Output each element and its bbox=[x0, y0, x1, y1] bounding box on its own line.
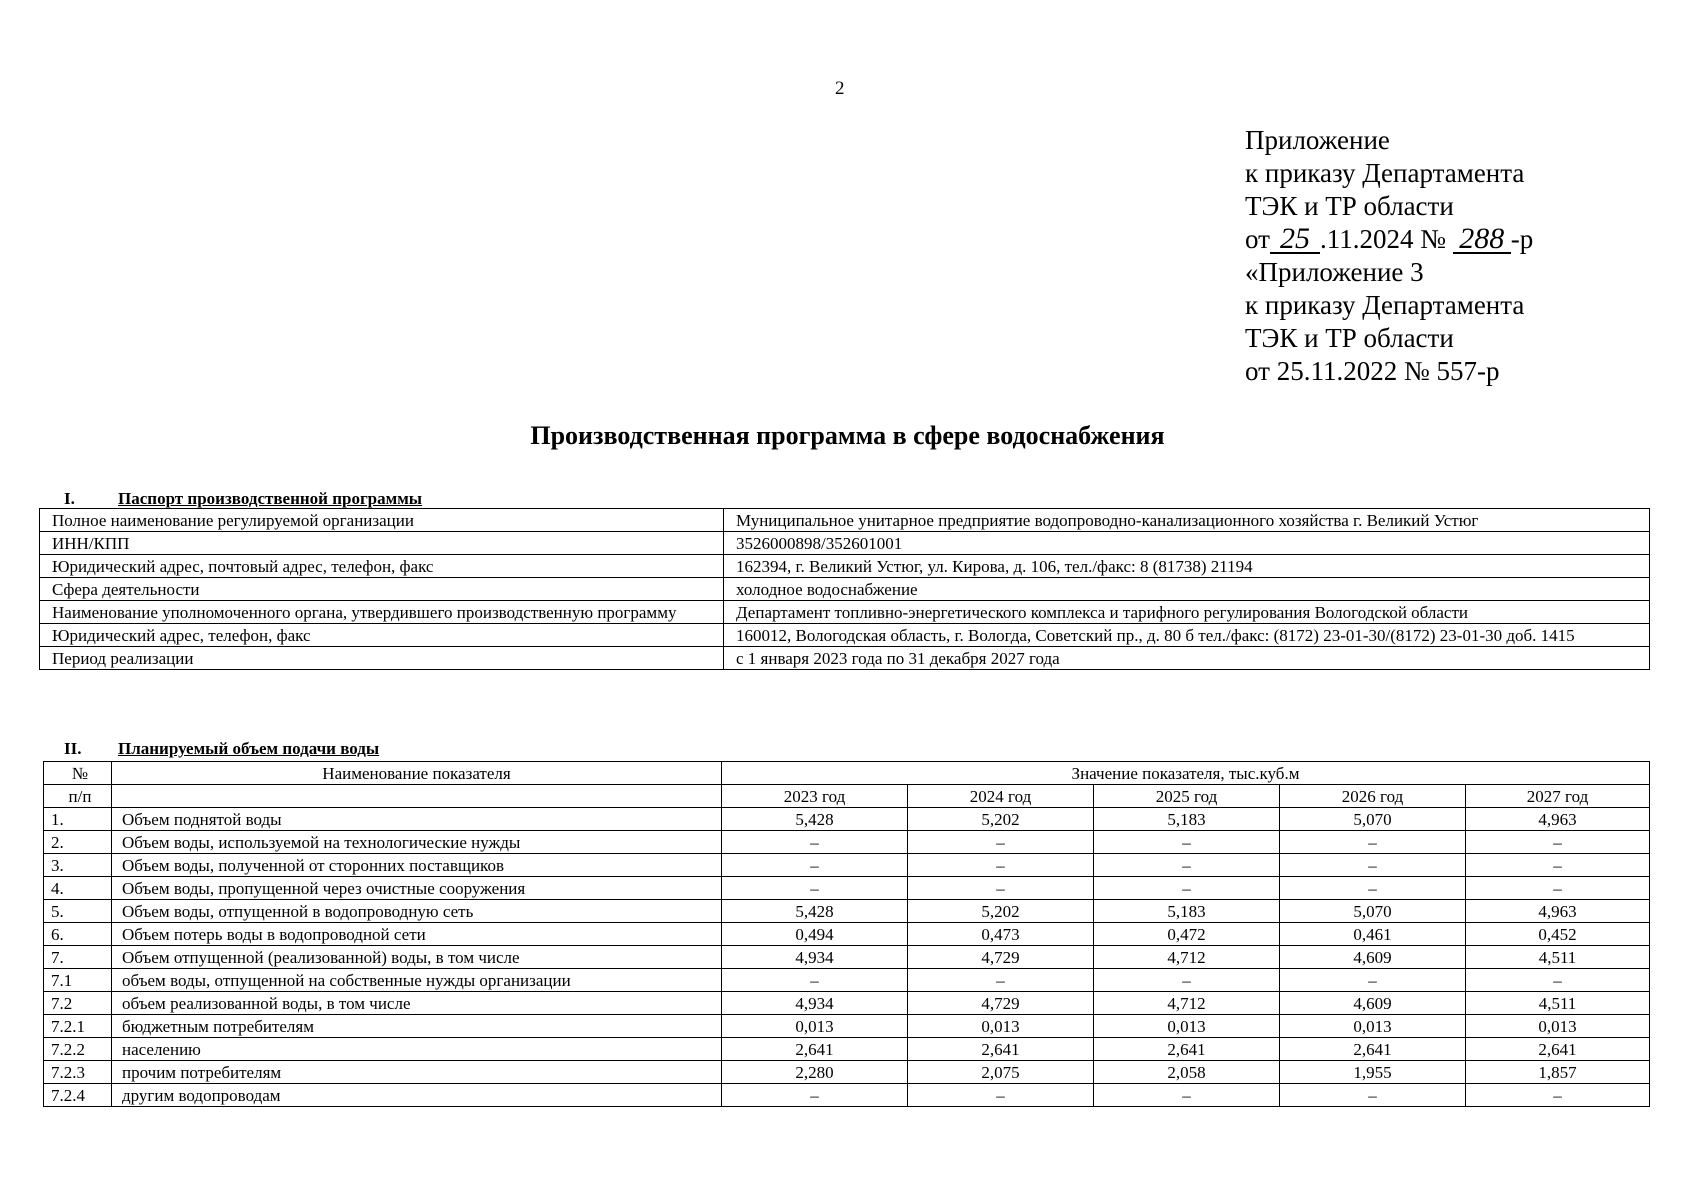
date-rest: .11.2024 № bbox=[1319, 224, 1446, 254]
header-year: 2027 год bbox=[1466, 785, 1650, 808]
passport-body bbox=[40, 509, 1650, 670]
section-2-title: Планируемый объем подачи воды bbox=[118, 739, 380, 758]
row-number: 1. bbox=[44, 808, 112, 831]
passport-label: Сфера деятельности bbox=[40, 578, 724, 601]
table-row bbox=[44, 923, 1650, 946]
handwritten-day: 25 bbox=[1270, 226, 1320, 254]
appendix-line-7: ТЭК и ТР области bbox=[1245, 323, 1454, 353]
indicator-value: 4,511 bbox=[1466, 992, 1650, 1015]
indicator-name: населению bbox=[112, 1038, 722, 1061]
indicator-value: 5,428 bbox=[722, 808, 908, 831]
page-number: 2 bbox=[835, 78, 845, 99]
table-row bbox=[44, 831, 1650, 854]
passport-row bbox=[40, 647, 1650, 670]
indicator-value: 4,511 bbox=[1466, 946, 1650, 969]
passport-label: ИНН/КПП bbox=[40, 532, 724, 555]
indicator-value: 0,013 bbox=[1094, 1015, 1280, 1038]
passport-row bbox=[40, 509, 1650, 532]
section-1-heading bbox=[64, 489, 422, 509]
indicator-value: 4,963 bbox=[1466, 900, 1650, 923]
indicator-name: Объем потерь воды в водопроводной сети bbox=[112, 923, 722, 946]
header-name-blank bbox=[112, 785, 722, 808]
indicator-value: 5,202 bbox=[908, 808, 1094, 831]
order-suffix: -р bbox=[1510, 224, 1534, 254]
row-number: 3. bbox=[44, 854, 112, 877]
appendix-line-2: к приказу Департамента bbox=[1245, 158, 1525, 188]
indicator-value: 2,280 bbox=[722, 1061, 908, 1084]
passport-value: 3526000898/352601001 bbox=[724, 532, 1650, 555]
water-volume-table bbox=[43, 761, 1650, 1107]
indicator-value: 0,013 bbox=[1280, 1015, 1466, 1038]
appendix-line-6: к приказу Департамента bbox=[1245, 290, 1525, 320]
table-row bbox=[44, 969, 1650, 992]
header-row-2 bbox=[44, 785, 1650, 808]
section-2-heading bbox=[64, 739, 379, 759]
indicator-value: 5,202 bbox=[908, 900, 1094, 923]
passport-row bbox=[40, 532, 1650, 555]
indicator-value: 2,641 bbox=[908, 1038, 1094, 1061]
indicator-value: – bbox=[722, 831, 908, 854]
handwritten-order-number: 288 bbox=[1453, 226, 1511, 254]
indicator-name: прочим потребителям bbox=[112, 1061, 722, 1084]
passport-label: Юридический адрес, телефон, факс bbox=[40, 624, 724, 647]
indicator-value: – bbox=[908, 831, 1094, 854]
indicator-value: 0,013 bbox=[1466, 1015, 1650, 1038]
row-number: 7.2.2 bbox=[44, 1038, 112, 1061]
indicator-value: 0,494 bbox=[722, 923, 908, 946]
date-prefix: от bbox=[1245, 224, 1270, 254]
indicator-value: 4,934 bbox=[722, 946, 908, 969]
indicator-value: – bbox=[1094, 877, 1280, 900]
appendix-line-1: Приложение bbox=[1245, 125, 1390, 155]
table-row bbox=[44, 877, 1650, 900]
passport-label: Наименование уполномоченного органа, утвердившего производственную программу bbox=[40, 601, 724, 624]
header-value-span: Значение показателя, тыс.куб.м bbox=[722, 762, 1650, 785]
indicator-name: объем воды, отпущенной на собственные нужды организации bbox=[112, 969, 722, 992]
indicator-value: 5,070 bbox=[1280, 808, 1466, 831]
indicator-value: – bbox=[1466, 969, 1650, 992]
indicator-value: – bbox=[722, 1084, 908, 1107]
passport-label: Полное наименование регулируемой организации bbox=[40, 509, 724, 532]
appendix-block bbox=[1245, 124, 1533, 388]
indicator-value: – bbox=[1466, 877, 1650, 900]
row-number: 4. bbox=[44, 877, 112, 900]
indicator-value: 2,075 bbox=[908, 1061, 1094, 1084]
indicator-value: 4,934 bbox=[722, 992, 908, 1015]
header-year: 2024 год bbox=[908, 785, 1094, 808]
row-number: 7.2 bbox=[44, 992, 112, 1015]
indicator-name: Объем воды, используемой на технологические нужды bbox=[112, 831, 722, 854]
indicator-name: Объем воды, пропущенной через очистные сооружения bbox=[112, 877, 722, 900]
section-1-number: I. bbox=[64, 489, 75, 508]
passport-value: Муниципальное унитарное предприятие водопроводно-канализационного хозяйства г. Великий Устюг bbox=[724, 509, 1650, 532]
header-year: 2026 год bbox=[1280, 785, 1466, 808]
indicator-value: 4,712 bbox=[1094, 992, 1280, 1015]
passport-value: с 1 января 2023 года по 31 декабря 2027 года bbox=[724, 647, 1650, 670]
header-indicator-name: Наименование показателя bbox=[112, 762, 722, 785]
indicator-name: Объем воды, полученной от сторонних поставщиков bbox=[112, 854, 722, 877]
passport-row bbox=[40, 624, 1650, 647]
indicator-value: 0,452 bbox=[1466, 923, 1650, 946]
water-volume-body bbox=[44, 808, 1650, 1107]
indicator-value: – bbox=[722, 969, 908, 992]
table-row bbox=[44, 854, 1650, 877]
row-number: 7.2.1 bbox=[44, 1015, 112, 1038]
row-number: 5. bbox=[44, 900, 112, 923]
document-title: Производственная программа в сфере водоснабжения bbox=[530, 421, 1165, 450]
indicator-name: Объем поднятой воды bbox=[112, 808, 722, 831]
indicator-value: – bbox=[1466, 831, 1650, 854]
row-number: 7.2.3 bbox=[44, 1061, 112, 1084]
header-row-1 bbox=[44, 762, 1650, 785]
indicator-name: Объем отпущенной (реализованной) воды, в том числе bbox=[112, 946, 722, 969]
indicator-value: – bbox=[1094, 1084, 1280, 1107]
indicator-value: 4,609 bbox=[1280, 946, 1466, 969]
indicator-value: – bbox=[1094, 854, 1280, 877]
row-number: 7.2.4 bbox=[44, 1084, 112, 1107]
indicator-value: – bbox=[1280, 1084, 1466, 1107]
table-row bbox=[44, 1038, 1650, 1061]
indicator-value: 5,428 bbox=[722, 900, 908, 923]
indicator-value: 0,472 bbox=[1094, 923, 1280, 946]
indicator-value: – bbox=[1280, 969, 1466, 992]
passport-row bbox=[40, 555, 1650, 578]
indicator-value: – bbox=[908, 1084, 1094, 1107]
indicator-value: – bbox=[1280, 831, 1466, 854]
indicator-value: 4,609 bbox=[1280, 992, 1466, 1015]
table-row bbox=[44, 808, 1650, 831]
passport-value: 160012, Вологодская область, г. Вологда, Советский пр., д. 80 б тел./факс: (8172) 23-01-30/(8172) 23-01-30 доб. 1415 bbox=[724, 624, 1650, 647]
passport-value: 162394, г. Великий Устюг, ул. Кирова, д. 106, тел./факс: 8 (81738) 21194 bbox=[724, 555, 1650, 578]
indicator-value: – bbox=[908, 854, 1094, 877]
indicator-value: 2,058 bbox=[1094, 1061, 1280, 1084]
indicator-value: – bbox=[908, 969, 1094, 992]
header-year: 2025 год bbox=[1094, 785, 1280, 808]
indicator-value: 5,183 bbox=[1094, 900, 1280, 923]
section-2-number: II. bbox=[64, 739, 82, 758]
indicator-value: – bbox=[1466, 854, 1650, 877]
appendix-line-8: от 25.11.2022 № 557-р bbox=[1245, 356, 1500, 386]
indicator-value: – bbox=[1280, 877, 1466, 900]
indicator-value: – bbox=[722, 854, 908, 877]
indicator-value: 5,183 bbox=[1094, 808, 1280, 831]
indicator-name: Объем воды, отпущенной в водопроводную сеть bbox=[112, 900, 722, 923]
indicator-name: другим водопроводам bbox=[112, 1084, 722, 1107]
indicator-value: 1,955 bbox=[1280, 1061, 1466, 1084]
passport-value: холодное водоснабжение bbox=[724, 578, 1650, 601]
passport-table bbox=[39, 508, 1650, 670]
passport-label: Период реализации bbox=[40, 647, 724, 670]
row-number: 7. bbox=[44, 946, 112, 969]
appendix-line-5: «Приложение 3 bbox=[1245, 257, 1424, 287]
row-number: 2. bbox=[44, 831, 112, 854]
passport-row bbox=[40, 601, 1650, 624]
appendix-line-3: ТЭК и ТР области bbox=[1245, 191, 1454, 221]
indicator-value: 1,857 bbox=[1466, 1061, 1650, 1084]
table-row bbox=[44, 992, 1650, 1015]
water-volume-header bbox=[44, 762, 1650, 808]
table-row bbox=[44, 900, 1650, 923]
indicator-value: 4,729 bbox=[908, 946, 1094, 969]
table-row bbox=[44, 1084, 1650, 1107]
table-row bbox=[44, 1061, 1650, 1084]
header-no-line-1: № bbox=[44, 762, 112, 785]
header-no-line-2: п/п bbox=[44, 785, 112, 808]
indicator-value: 4,963 bbox=[1466, 808, 1650, 831]
appendix-date-line bbox=[1245, 223, 1533, 256]
indicator-value: 2,641 bbox=[1280, 1038, 1466, 1061]
indicator-value: – bbox=[908, 877, 1094, 900]
row-number: 6. bbox=[44, 923, 112, 946]
indicator-name: бюджетным потребителям bbox=[112, 1015, 722, 1038]
table-row bbox=[44, 1015, 1650, 1038]
indicator-value: – bbox=[1094, 831, 1280, 854]
header-year: 2023 год bbox=[722, 785, 908, 808]
indicator-name: объем реализованной воды, в том числе bbox=[112, 992, 722, 1015]
indicator-value: 0,013 bbox=[908, 1015, 1094, 1038]
indicator-value: 5,070 bbox=[1280, 900, 1466, 923]
passport-label: Юридический адрес, почтовый адрес, телефон, факс bbox=[40, 555, 724, 578]
passport-row bbox=[40, 578, 1650, 601]
indicator-value: – bbox=[1466, 1084, 1650, 1107]
indicator-value: 2,641 bbox=[1466, 1038, 1650, 1061]
indicator-value: 4,729 bbox=[908, 992, 1094, 1015]
passport-value: Департамент топливно-энергетического комплекса и тарифного регулирования Вологодской области bbox=[724, 601, 1650, 624]
indicator-value: 0,013 bbox=[722, 1015, 908, 1038]
indicator-value: – bbox=[1094, 969, 1280, 992]
indicator-value: 4,712 bbox=[1094, 946, 1280, 969]
row-number: 7.1 bbox=[44, 969, 112, 992]
section-1-title: Паспорт производственной программы bbox=[118, 489, 423, 508]
table-row bbox=[44, 946, 1650, 969]
indicator-value: 2,641 bbox=[1094, 1038, 1280, 1061]
indicator-value: – bbox=[1280, 854, 1466, 877]
indicator-value: 0,461 bbox=[1280, 923, 1466, 946]
indicator-value: 2,641 bbox=[722, 1038, 908, 1061]
indicator-value: 0,473 bbox=[908, 923, 1094, 946]
indicator-value: – bbox=[722, 877, 908, 900]
